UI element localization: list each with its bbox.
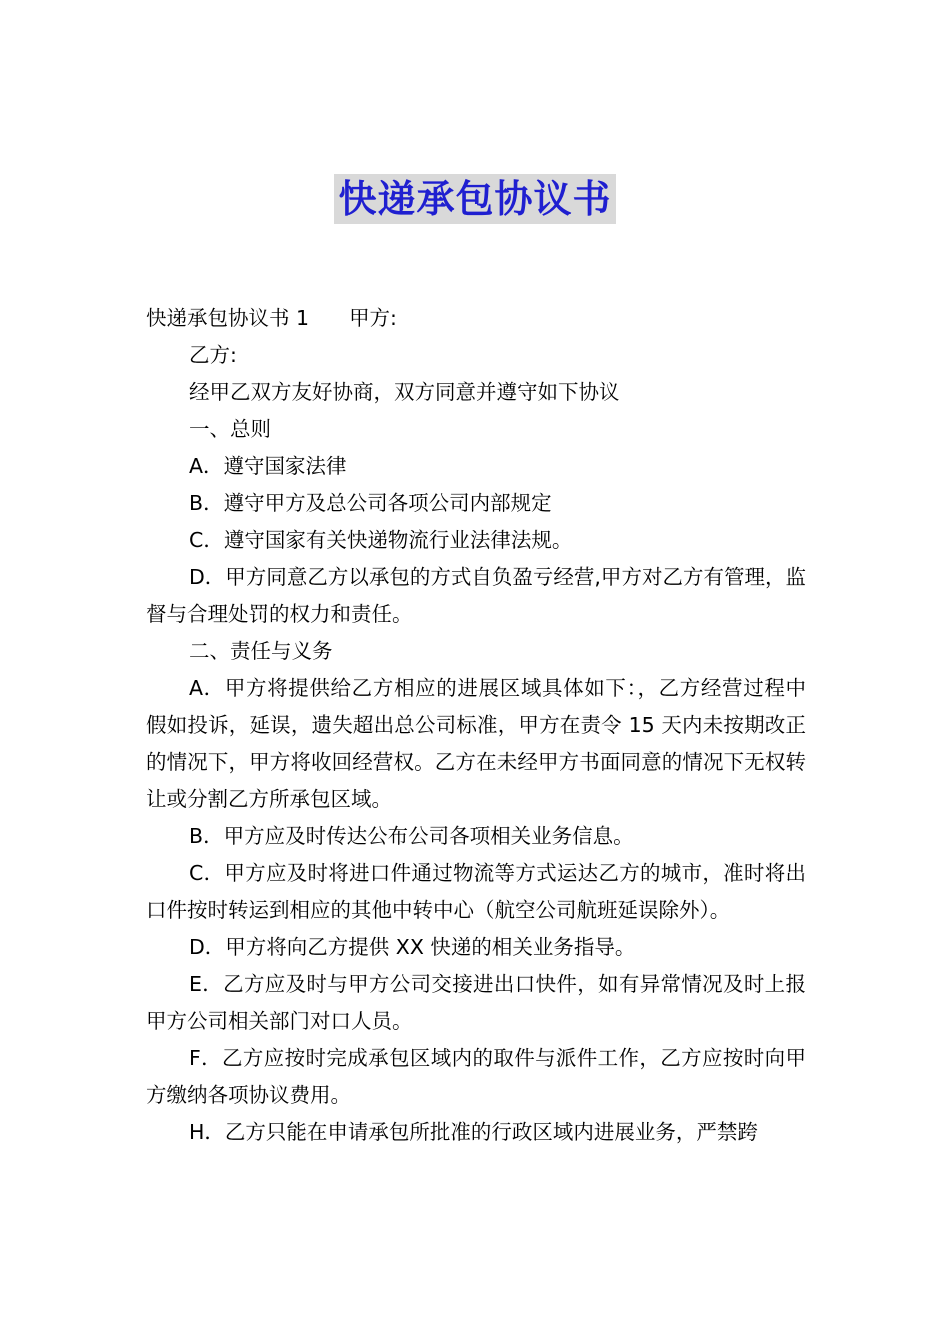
document-title: 快递承包协议书 [334, 174, 615, 224]
clause-general-b: B．遵守甲方及总公司各项公司内部规定 [189, 491, 552, 515]
title-wrap [0, 174, 950, 224]
section-general: 一、总则 [189, 417, 271, 441]
clause-general-d: D．甲方同意乙方以承包的方式自负盈亏经营,甲方对乙方有管理，监督与合理处罚的权力和责任。 [146, 565, 806, 626]
clause-duties-c: C．甲方应及时将进口件通过物流等方式运达乙方的城市，准时将出口件按时转运到相应的其他中转中心（航空公司航班延误除外）。 [146, 861, 806, 922]
clause-general-a: A．遵守国家法律 [189, 454, 347, 478]
opening-line [146, 300, 806, 337]
clause-general-c: C．遵守国家有关快递物流行业法律法规。 [189, 528, 573, 552]
clause-duties-h: H．乙方只能在申请承包所批准的行政区域内进展业务，严禁跨 [189, 1120, 758, 1144]
preamble: 经甲乙双方友好协商，双方同意并遵守如下协议 [189, 380, 620, 404]
clause-duties-b: B．甲方应及时传达公布公司各项相关业务信息。 [189, 824, 634, 848]
clause-duties-f: F．乙方应按时完成承包区域内的取件与派件工作，乙方应按时向甲方缴纳各项协议费用。 [146, 1046, 806, 1107]
clause-duties-e: E．乙方应及时与甲方公司交接进出口快件，如有异常情况及时上报甲方公司相关部门对口人员。 [146, 972, 806, 1033]
party-b-label: 乙方: [189, 343, 237, 367]
agreement-heading: 快递承包协议书 1 [146, 306, 310, 330]
document-body [146, 300, 806, 1151]
clause-duties-d: D．甲方将向乙方提供 XX 快递的相关业务指导。 [189, 935, 636, 959]
section-duties: 二、责任与义务 [189, 639, 333, 663]
clause-duties-a: A．甲方将提供给乙方相应的进展区域具体如下：，乙方经营过程中假如投诉，延误，遗失超出总公司标准，甲方在责令 15 天内未按期改正的情况下，甲方将收回经营权。乙方在未经甲方书面同意的情况下无权转让或分割乙方所承包区域。 [146, 676, 806, 811]
party-a-label: 甲方: [349, 306, 397, 330]
